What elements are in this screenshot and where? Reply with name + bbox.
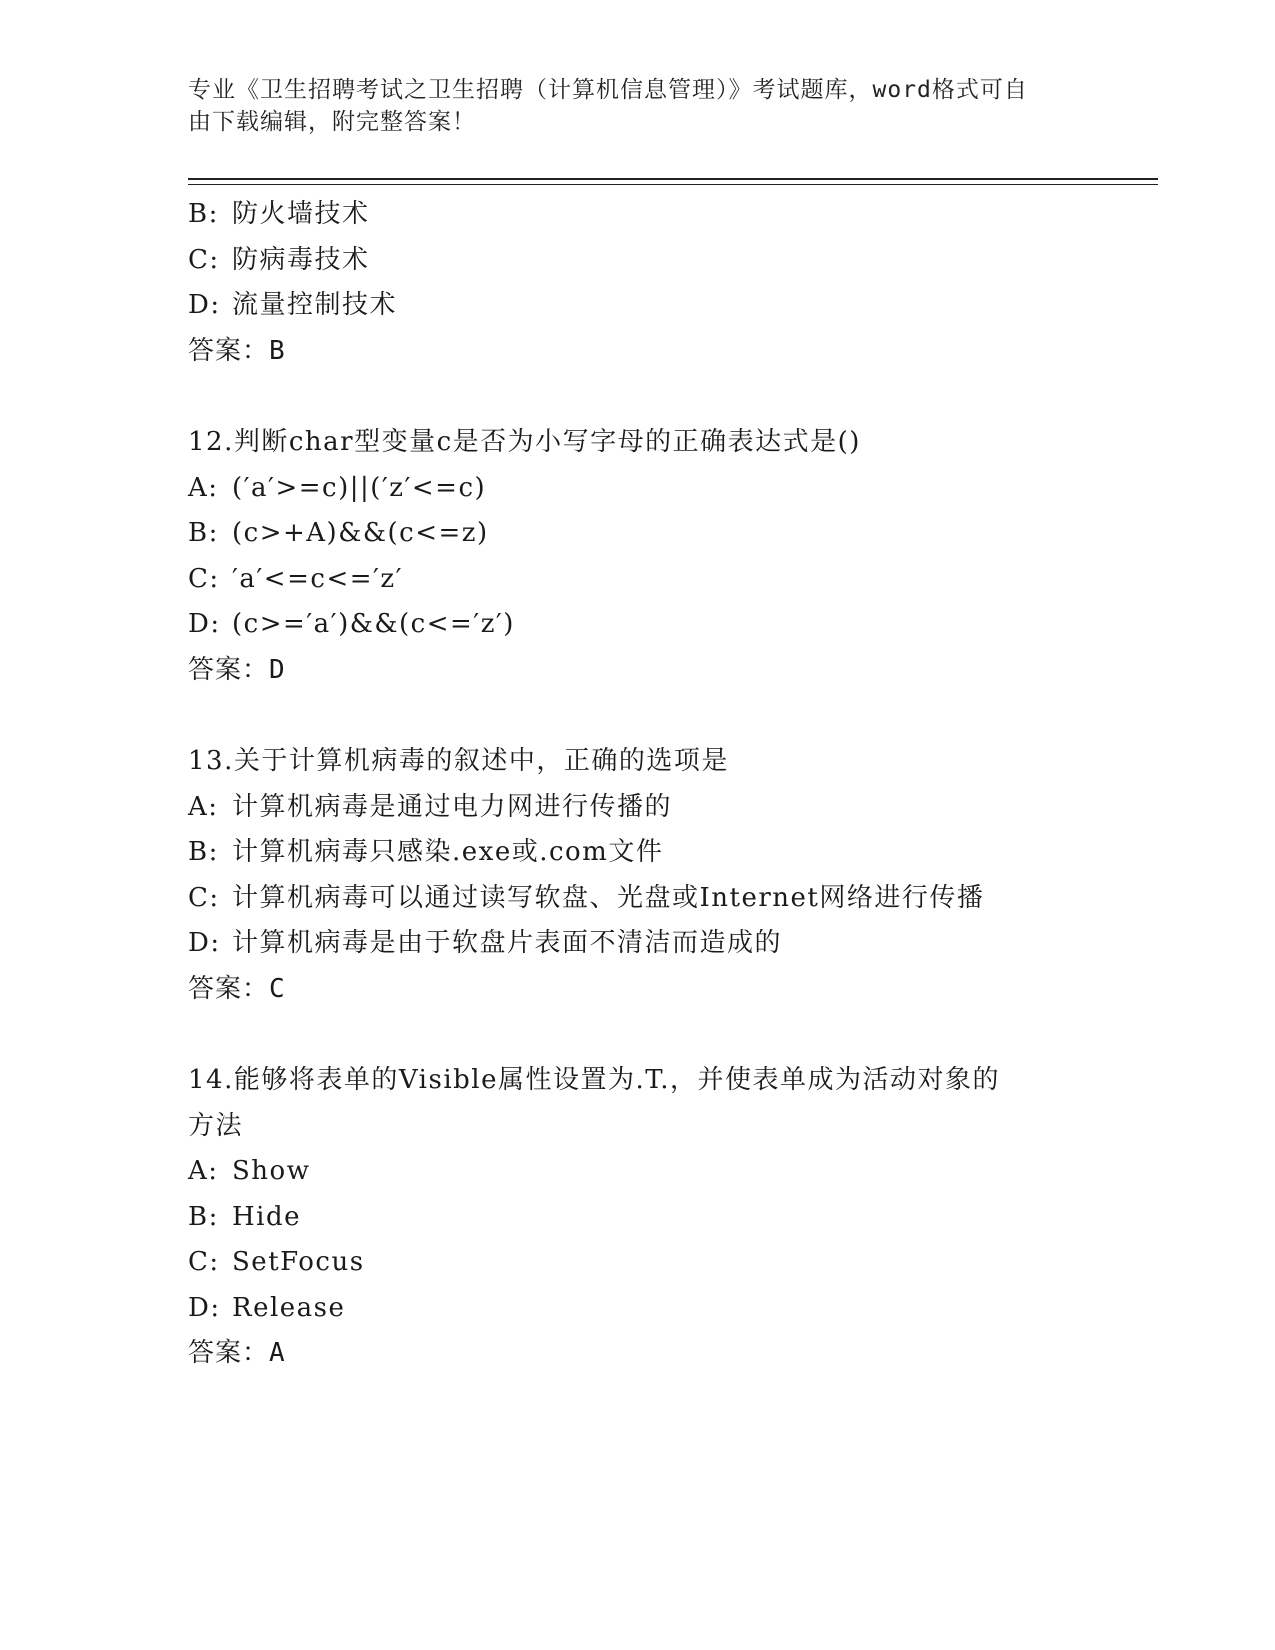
question-list	[188, 192, 1088, 1377]
answer-line: 答案：B	[188, 335, 286, 366]
option-c	[188, 557, 1088, 603]
spacer	[188, 374, 1088, 420]
option-label: B:	[188, 199, 219, 229]
option-text: 计算机病毒是通过电力网进行传播的	[232, 791, 673, 822]
option-text: (′a′>=c)||(′z′<=c)	[232, 472, 487, 503]
option-b	[188, 511, 1088, 557]
header-line-1: 专业《卫生招聘考试之卫生招聘（计算机信息管理）》考试题库，word格式可自	[188, 77, 1028, 103]
spacer	[188, 693, 1088, 739]
option-b	[188, 1195, 1088, 1241]
option-text: (c>=′a′)&&(c<=′z′)	[232, 609, 515, 639]
option-label: D:	[188, 290, 221, 320]
option-label: D:	[188, 609, 221, 639]
option-c	[188, 1240, 1088, 1286]
option-text: ′a′<=c<=′z′	[232, 563, 404, 594]
option-label: B:	[188, 1201, 219, 1232]
option-label: D:	[188, 1292, 221, 1323]
question-text: 12.判断char型变量c是否为小写字母的正确表达式是()	[188, 427, 861, 457]
question-text: 13.关于计算机病毒的叙述中，正确的选项是	[188, 746, 729, 776]
option-c	[188, 876, 1088, 922]
option-label: C:	[188, 1247, 220, 1277]
option-text: 防病毒技术	[232, 244, 370, 275]
spacer	[188, 1012, 1088, 1058]
option-label: A:	[188, 1156, 219, 1186]
option-d	[188, 921, 1088, 967]
document-header	[188, 74, 1068, 138]
header-rule-thin	[188, 184, 1158, 185]
option-b	[188, 192, 1088, 238]
option-c	[188, 238, 1088, 284]
option-text: 计算机病毒可以通过读写软盘、光盘或Internet网络进行传播	[232, 882, 985, 913]
option-d	[188, 1286, 1088, 1332]
question-block-14	[188, 1058, 1088, 1377]
option-text: (c>+A)&&(c<=z)	[232, 518, 489, 548]
option-label: A:	[188, 472, 219, 503]
option-text: SetFocus	[232, 1247, 365, 1277]
header-rule-thick	[188, 178, 1158, 180]
option-text: 计算机病毒只感染.exe或.com文件	[232, 837, 664, 867]
option-label: C:	[188, 244, 220, 275]
option-label: C:	[188, 563, 220, 594]
option-a	[188, 785, 1088, 831]
option-a	[188, 466, 1088, 512]
option-d	[188, 602, 1088, 648]
question-text-line-1: 14.能够将表单的Visible属性设置为.T.，并使表单成为活动对象的	[188, 1065, 1001, 1095]
question-block-13	[188, 739, 1088, 1012]
option-a	[188, 1149, 1088, 1195]
option-text: 计算机病毒是由于软盘片表面不清洁而造成的	[232, 928, 783, 958]
option-label: D:	[188, 928, 221, 958]
header-line-2: 由下载编辑，附完整答案！	[188, 109, 476, 135]
option-text: Release	[232, 1292, 346, 1323]
option-text: 防火墙技术	[232, 199, 370, 229]
option-label: C:	[188, 882, 220, 913]
option-label: B:	[188, 518, 219, 548]
option-label: B:	[188, 837, 219, 867]
question-block-12	[188, 420, 1088, 693]
question-text-line-2: 方法	[188, 1110, 244, 1141]
answer-line: 答案：A	[188, 1338, 286, 1368]
option-d	[188, 283, 1088, 329]
option-text: 流量控制技术	[232, 290, 398, 320]
question-block-11	[188, 192, 1088, 374]
answer-line: 答案：D	[188, 654, 286, 685]
option-b	[188, 830, 1088, 876]
option-text: Hide	[232, 1201, 302, 1232]
option-label: A:	[188, 791, 219, 822]
option-text: Show	[232, 1156, 311, 1186]
answer-line: 答案：C	[188, 973, 286, 1004]
